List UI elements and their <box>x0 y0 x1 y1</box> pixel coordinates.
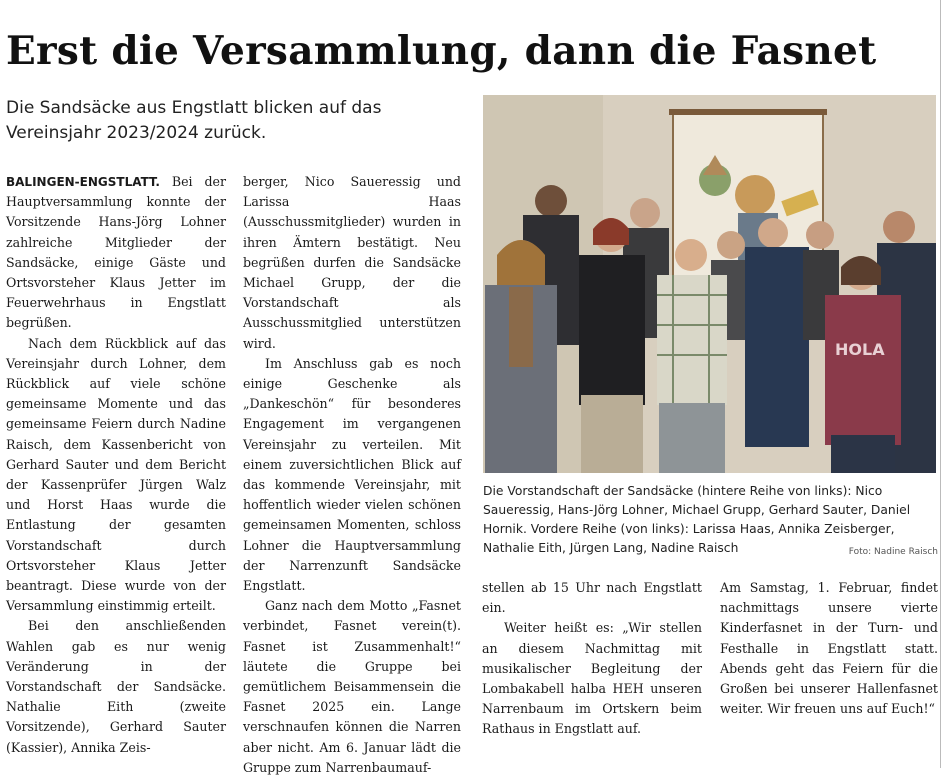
dateline: BALINGEN-ENGSTLATT. <box>6 175 160 189</box>
article-subtitle: Die Sandsäcke aus Engstlatt blicken auf das Vereinsjahr 2023/2024 zurück. <box>6 98 382 143</box>
page-edge-rule <box>940 0 941 768</box>
shirt-print-text: HOLA <box>835 340 885 359</box>
lead-text: Bei der Hauptversammlung konnte der Vorsitzende Hans-Jörg Lohner zahlreiche Mitglieder der Sandsäcke, einige Gäste und Ortsvorsteher Klaus Jetter im Feuerwehrhaus in Engstlatt begrüßen. <box>6 174 226 331</box>
article-column-2 <box>243 172 461 778</box>
paragraph: Bei den anschließenden Wahlen gab es nur wenig Veränderung in der Vorstandschaft der Sandsäcke. Nathalie Eith (zweite Vorsitzende), Gerhard Sauter (Kassier), Annika Zeis- <box>6 618 226 755</box>
photo-caption <box>483 482 938 562</box>
paragraph: Nach dem Rückblick auf das Vereinsjahr durch Lohner, dem Rückblick auf viele schöne gemeinsame Momente und das gemeinsame Feiern durch Nadine Raisch, dem Kassenbericht von Gerhard Sauter und dem Bericht der Kassenprüfer Jürgen Walz und Horst Haas wurde die Entlastung der gesamten Vorstandschaft durch Ortsvorsteher Klaus Jetter beantragt. Diese wurde von der Versammlung einstimmig erteilt. <box>6 335 226 614</box>
caption-text: Die Vorstandschaft der Sandsäcke (hintere Reihe von links): Nico Saueressig, Hans-Jörg Lohner, Michael Grupp, Gerhard Sauter, Daniel Hornik. Vordere Reihe (von links): Larissa Haas, Annika Zeisberger, Nathalie Eith, Jürgen Lang, Nadine Raisch <box>483 484 911 555</box>
paragraph: berger, Nico Saueressig und Larissa Haas (Ausschussmitglieder) wurden in ihren Ämtern bestätigt. Neu begrüßen durfen die Sandsäcke Michael Grupp, der die Vorstandschaft als Ausschussmitglied unterstützen wird. <box>243 174 461 351</box>
article-column-1 <box>6 172 226 758</box>
paragraph: Im Anschluss gab es noch einige Geschenke als „Dankeschön“ für besonderes Engagement im vergangenen Vereinsjahr zu verteilen. Mit einem zuversichtlichen Blick auf das kommende Vereinsjahr, mit hoffentlich wieder vielen schönen gemeinsamen Momenten, schloss Lohner die Hauptversammlung der Narrenzunft Sandsäcke Engstlatt. <box>243 355 461 594</box>
group-photo-illustration <box>483 95 936 473</box>
article-column-3 <box>482 578 702 740</box>
paragraph: stellen ab 15 Uhr nach Engstlatt ein. <box>482 580 702 616</box>
article-headline: Erst die Versammlung, dann die Fasnet <box>6 28 877 74</box>
paragraph: Am Samstag, 1. Februar, findet nachmittags unsere vierte Kinderfasnet in der Turn- und Festhalle in Engstlatt statt. Abends geht das Feiern für die Großen bei unserer Hallenfasnet weiter. Wir freuen uns auf Euch!“ <box>720 580 938 717</box>
article-column-4 <box>720 578 938 719</box>
lead-paragraph <box>6 172 226 334</box>
photo-credit: Foto: Nadine Raisch <box>848 547 938 557</box>
paragraph: Ganz nach dem Motto „Fasnet verbindet, Fasnet verein(t). Fasnet ist Zusammenhalt!“ läutete die Gruppe bei gemütlichem Beisammensein die Fasnet 2025 ein. Lange verschnaufen können die Narren aber nicht. Am 6. Januar lädt die Gruppe zum Narrenbaumauf- <box>243 598 461 775</box>
group-photo <box>483 95 936 473</box>
paragraph: Weiter heißt es: „Wir stellen an diesem Nachmittag mit musikalischer Begleitung der Lombakabell halba HEH unseren Narrenbaum im Ortskern beim Rathaus in Engstlatt auf. <box>482 620 702 737</box>
